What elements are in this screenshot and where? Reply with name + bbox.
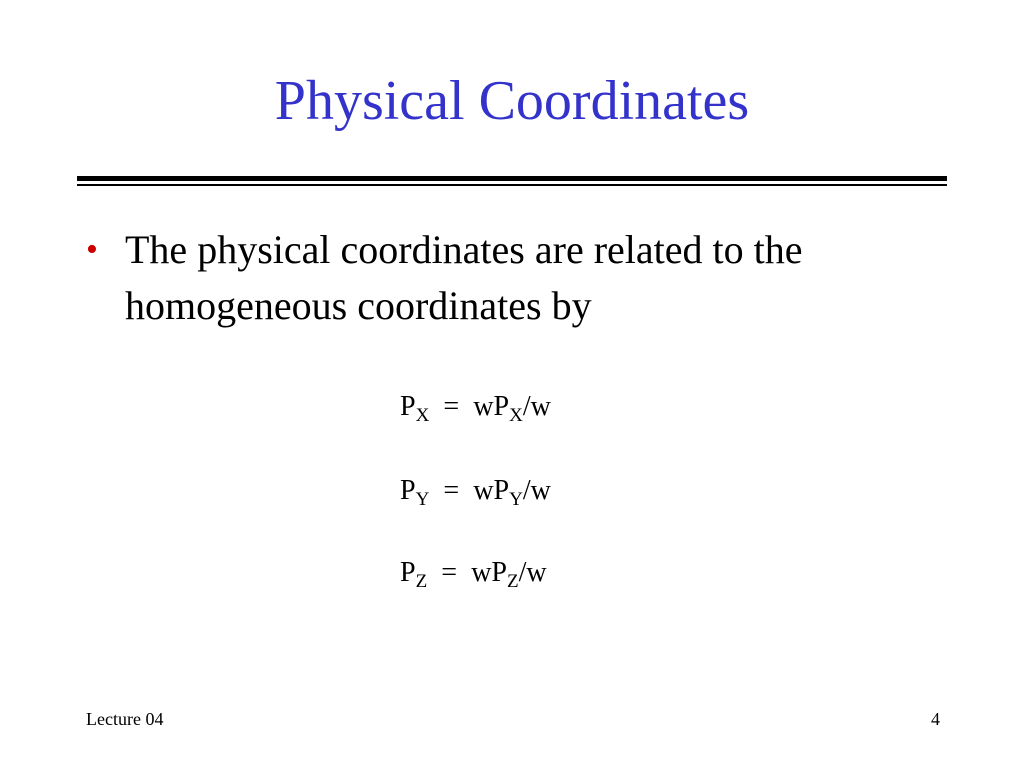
equals-sign: = bbox=[441, 557, 458, 588]
equation-lhs-subscript: Z bbox=[415, 571, 428, 592]
slide-title: Physical Coordinates bbox=[274, 70, 750, 132]
equation-divisor: /w bbox=[522, 475, 551, 506]
equation-y bbox=[400, 474, 551, 508]
equation-rhs-subscript: X bbox=[509, 405, 523, 426]
equation-lhs: P bbox=[400, 475, 416, 506]
footer-lecture-label: Lecture 04 bbox=[86, 709, 164, 729]
title-divider-thin bbox=[77, 184, 947, 186]
equation-rhs: wP bbox=[473, 475, 510, 506]
bullet-text: The physical coordinates are related to the homogeneous coordinates by bbox=[125, 227, 803, 328]
equation-divisor: /w bbox=[518, 557, 547, 588]
equation-rhs: wP bbox=[473, 391, 510, 422]
equation-z bbox=[400, 556, 547, 590]
equation-rhs-subscript: Y bbox=[509, 489, 523, 510]
equation-lhs-subscript: X bbox=[415, 405, 430, 426]
equation-lhs-subscript: Y bbox=[415, 489, 430, 510]
equation-lhs: P bbox=[400, 557, 416, 588]
equation-rhs-subscript: Z bbox=[506, 571, 519, 592]
title-divider-thick bbox=[77, 176, 947, 181]
equation-x bbox=[400, 390, 551, 424]
footer-page-number: 4 bbox=[931, 709, 940, 729]
equals-sign: = bbox=[443, 391, 460, 422]
equals-sign: = bbox=[443, 475, 460, 506]
equation-rhs: wP bbox=[471, 557, 507, 588]
bullet-marker: • bbox=[86, 231, 98, 268]
equation-lhs: P bbox=[400, 391, 416, 422]
equation-divisor: /w bbox=[522, 391, 551, 422]
